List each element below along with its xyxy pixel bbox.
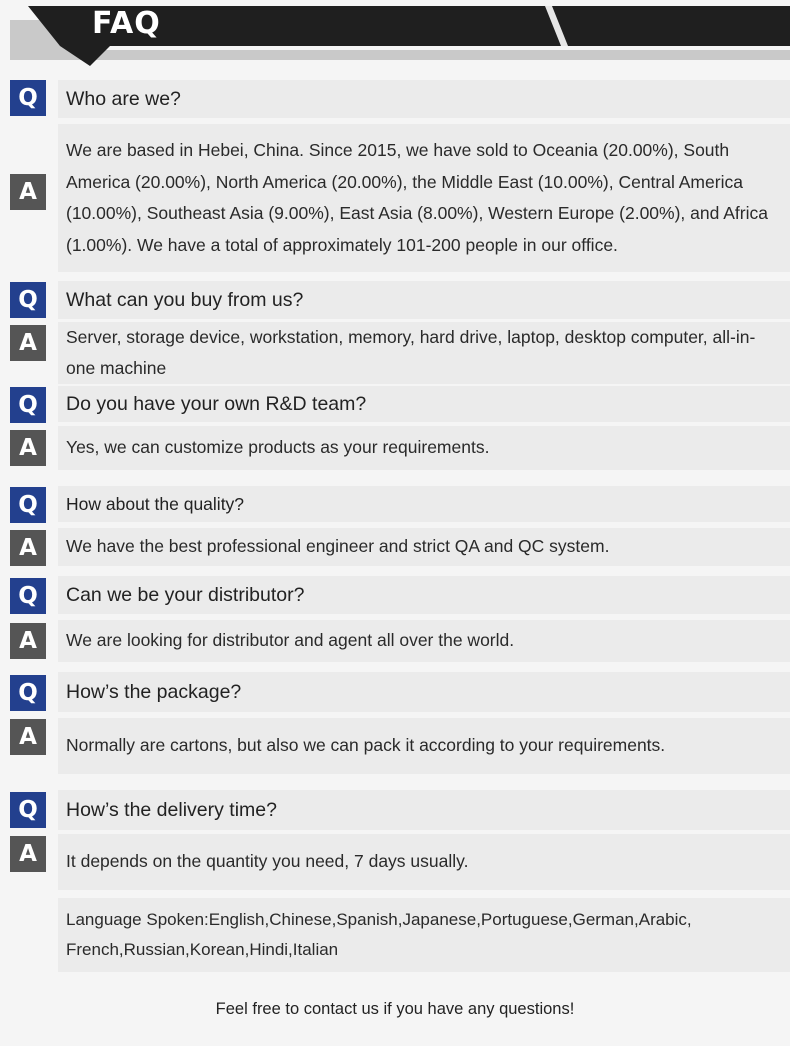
question-badge: Q bbox=[10, 675, 46, 711]
answer-text: Server, storage device, workstation, memory, hard drive, laptop, desktop computer, all-in-one machine bbox=[58, 322, 790, 384]
answer-text: We have the best professional engineer and strict QA and QC system. bbox=[58, 528, 790, 566]
answer-badge: A bbox=[10, 430, 46, 466]
question-badge: Q bbox=[10, 80, 46, 116]
languages-spoken: Language Spoken:English,Chinese,Spanish,Japanese,Portuguese,German,Arabic, French,Russian,Korean,Hindi,Italian bbox=[58, 898, 790, 972]
question-text: How about the quality? bbox=[58, 486, 790, 522]
answer-badge: A bbox=[10, 836, 46, 872]
page-title: FAQ bbox=[92, 6, 161, 41]
faq-header bbox=[0, 0, 790, 70]
answer-text: It depends on the quantity you need, 7 days usually. bbox=[58, 834, 790, 890]
contact-footer-text: Feel free to contact us if you have any questions! bbox=[215, 1000, 575, 1018]
answer-badge: A bbox=[10, 530, 46, 566]
answer-badge: A bbox=[10, 719, 46, 755]
answer-text: Yes, we can customize products as your requirements. bbox=[58, 426, 790, 470]
question-text: How’s the delivery time? bbox=[58, 790, 790, 830]
answer-badge: A bbox=[10, 325, 46, 361]
question-text: How’s the package? bbox=[58, 672, 790, 712]
question-text: Who are we? bbox=[58, 80, 790, 118]
question-badge: Q bbox=[10, 487, 46, 523]
question-badge: Q bbox=[10, 578, 46, 614]
answer-text: Normally are cartons, but also we can pack it according to your requirements. bbox=[58, 718, 790, 774]
answer-badge: A bbox=[10, 623, 46, 659]
answer-text: We are based in Hebei, China. Since 2015, we have sold to Oceania (20.00%), South America (20.00%), North America (20.00%), the Middle East (10.00%), Central America (10.00%), Southeast Asia (9.00%), East Asia (8.00%), Western Europe (2.00%), and Africa (1.00%). We have a total of approximately 101-200 people in our office. bbox=[58, 124, 790, 272]
answer-text: We are looking for distributor and agent all over the world. bbox=[58, 620, 790, 662]
question-badge: Q bbox=[10, 282, 46, 318]
question-text: Can we be your distributor? bbox=[58, 576, 790, 614]
answer-badge: A bbox=[10, 174, 46, 210]
question-text: What can you buy from us? bbox=[58, 281, 790, 319]
question-text: Do you have your own R&D team? bbox=[58, 386, 790, 422]
question-badge: Q bbox=[10, 792, 46, 828]
question-badge: Q bbox=[10, 387, 46, 423]
